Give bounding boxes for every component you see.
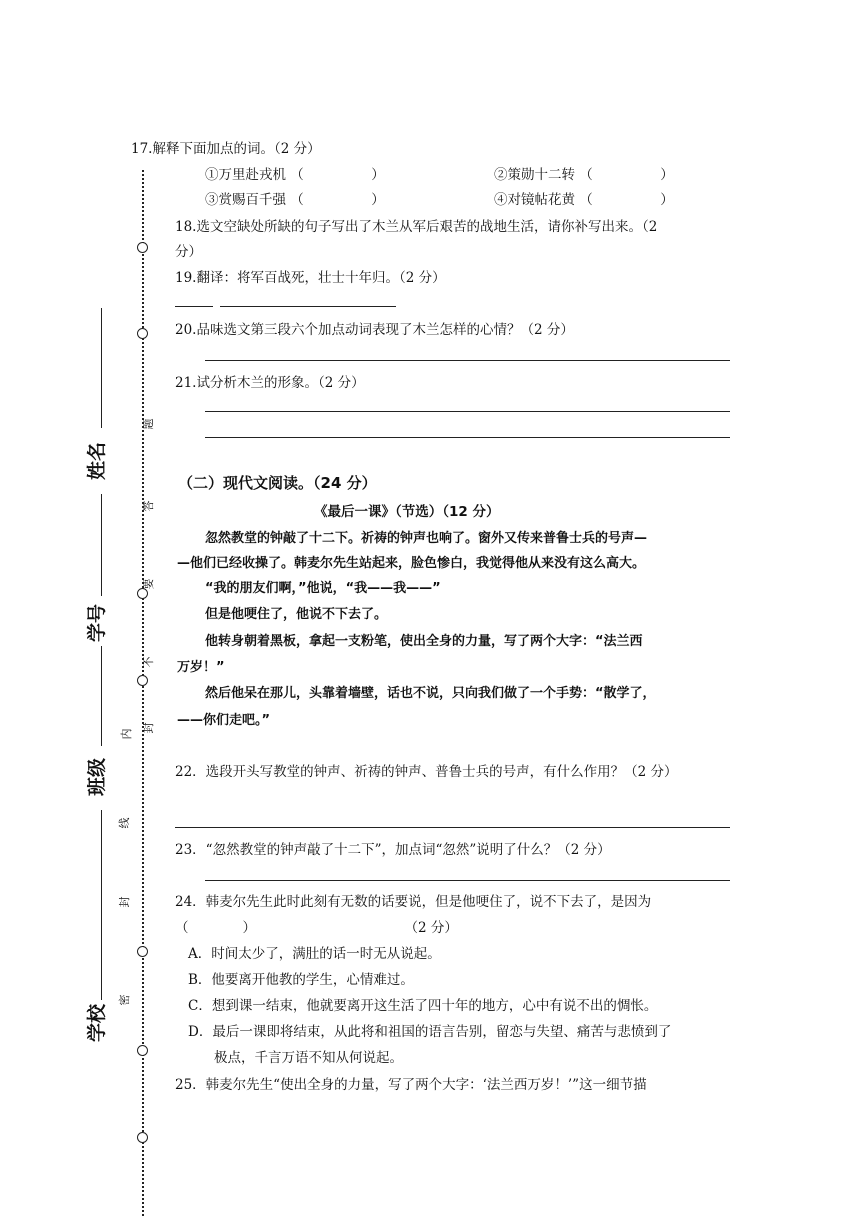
q24-text-cont: （ ） （2 分） — [175, 920, 458, 936]
seal-circle — [137, 328, 148, 339]
school-label: 学校 — [86, 1003, 108, 1042]
seal-circle — [137, 675, 148, 686]
name-write-line[interactable] — [101, 308, 102, 428]
q22-text: 22．选段开头写教堂的钟声、祈祷的钟声、普鲁士兵的号声，有什么作用？（2 分） — [175, 764, 678, 780]
q24-option-d[interactable]: D．最后一课即将结束，从此将和祖国的语言告别，留恋与失望、痛苦与悲愤到了 — [188, 1024, 672, 1040]
student-id-label: 学号 — [86, 603, 108, 642]
passage-line: —他们已经收操了。韩麦尔先生站起来，脸色惨白，我觉得他从来没有这么高大。 — [177, 556, 646, 571]
q24-option-c[interactable]: C．想到课一结束，他就要离开这生活了四十年的地方，心中有说不出的惆怅。 — [188, 998, 658, 1014]
q21-answer-line[interactable] — [205, 437, 730, 438]
q24-option-b[interactable]: B．他要离开他教的学生，心情难过。 — [188, 972, 414, 988]
q23-answer-line[interactable] — [205, 880, 730, 881]
seal-word: 题 — [142, 418, 155, 430]
passage-line: 他转身朝着黑板，拿起一支粉笔，使出全身的力量，写了两个大字：“法兰西 — [205, 634, 643, 649]
seal-word: 封 — [142, 722, 155, 734]
q20-text: 20.品味选文第三段六个加点动词表现了木兰怎样的心情？（2 分） — [175, 322, 574, 338]
q17-stem: 17.解释下面加点的词。（2 分） — [131, 141, 321, 157]
name-label: 姓名 — [86, 441, 108, 480]
q23-text: 23．“忽然教堂的钟声敲了十二下”，加点词“忽然”说明了什么？（2 分） — [175, 842, 611, 858]
seal-word: 不 — [142, 656, 155, 668]
student-id-write-line[interactable] — [101, 494, 102, 596]
q17-item-1: ①万里赴戎机 （ ） — [205, 167, 385, 183]
q21-answer-line[interactable] — [205, 411, 730, 412]
passage-line: 然后他呆在那儿，头靠着墙壁，话也不说，只向我们做了一个手势：“散学了， — [205, 686, 656, 701]
passage-line: ——你们走吧。” — [177, 713, 271, 728]
q25-text: 25．韩麦尔先生“使出全身的力量，写了两个大字：‘法兰西万岁！’”这一细节描 — [175, 1077, 647, 1093]
seal-word: 封 — [118, 896, 131, 908]
passage-line: 但是他哽住了，他说不下去了。 — [205, 607, 388, 622]
school-write-line[interactable] — [101, 810, 102, 1000]
class-label: 班级 — [86, 757, 108, 796]
passage-line: 忽然教堂的钟敲了十二下。祈祷的钟声也响了。窗外又传来普鲁士兵的号声— — [205, 531, 648, 546]
q18-text: 18.选文空缺处所缺的句子写出了木兰从军后艰苦的战地生活，请你补写出来。（2 — [175, 219, 658, 235]
q24-option-d-cont: 极点，千言万语不知从何说起。 — [214, 1050, 403, 1066]
class-write-line[interactable] — [101, 646, 102, 746]
passage-line: 万岁！” — [177, 660, 225, 675]
seal-word: 线 — [118, 817, 131, 829]
seal-word: 内 — [120, 728, 133, 740]
q18-text-cont: 分） — [175, 244, 202, 260]
seal-circle — [137, 242, 148, 253]
section-heading: （二）现代文阅读。（24 分） — [178, 474, 377, 492]
seal-circle — [137, 946, 148, 957]
q19-text: 19.翻译：将军百战死，壮士十年归。（2 分） — [175, 270, 446, 286]
q24-option-a[interactable]: A．时间太少了，满肚的话一时无从说起。 — [188, 946, 441, 962]
seal-word: 答 — [142, 500, 155, 512]
seal-word: 要 — [142, 578, 155, 590]
q17-item-4: ④对镜帖花黄 （ ） — [494, 192, 674, 208]
q17-item-2: ②策勋十二转 （ ） — [494, 167, 674, 183]
q17-item-3: ③赏赐百千强 （ ） — [205, 192, 385, 208]
q24-text: 24．韩麦尔先生此时此刻有无数的话要说，但是他哽住了，说不下去了，是因为 — [175, 894, 652, 910]
q22-answer-line[interactable] — [175, 827, 730, 828]
seal-dotted-line — [142, 170, 144, 1216]
q21-text: 21.试分析木兰的形象。（2 分） — [175, 375, 365, 391]
q19-answer-line[interactable] — [175, 306, 213, 307]
seal-circle — [137, 1045, 148, 1056]
passage-line: “我的朋友们啊，”他说，“我——我——” — [205, 581, 441, 596]
passage-title: 《最后一课》（节选）（12 分） — [314, 504, 500, 520]
q20-answer-line[interactable] — [205, 360, 730, 361]
seal-circle — [137, 1132, 148, 1143]
seal-word: 密 — [118, 994, 131, 1006]
q19-answer-line[interactable] — [220, 306, 396, 307]
